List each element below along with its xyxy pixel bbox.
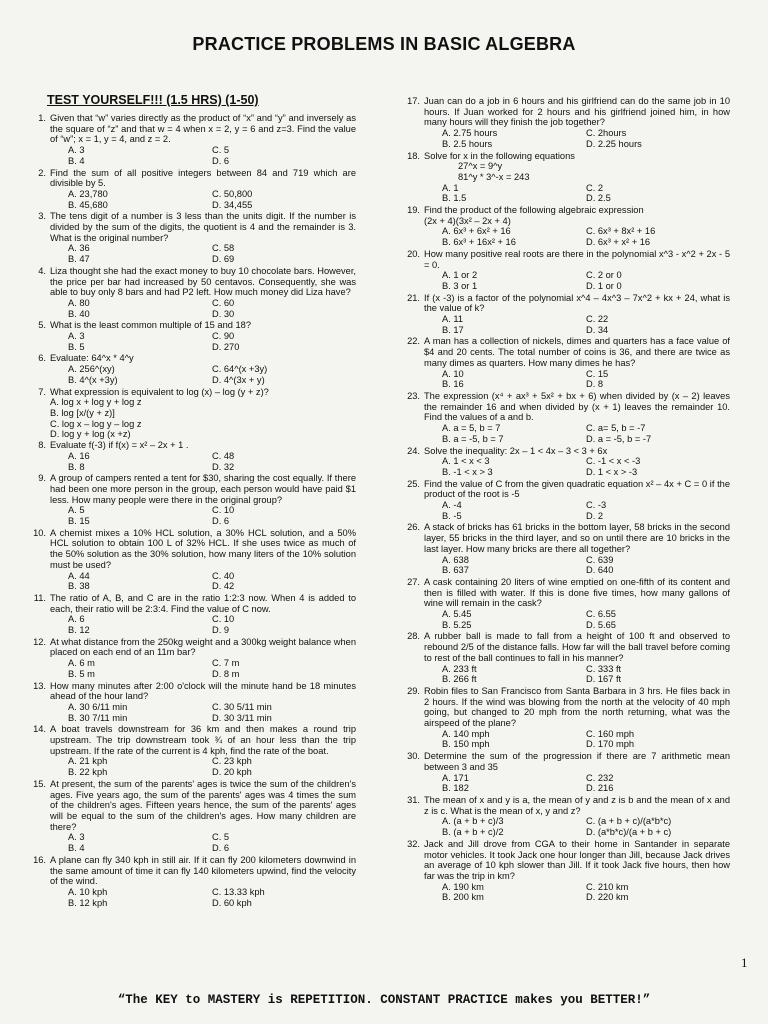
question-text — [50, 779, 356, 833]
question-number: 9. — [38, 473, 46, 484]
question-text — [424, 839, 730, 882]
question-item — [394, 631, 730, 685]
question-text — [424, 151, 730, 162]
question-text — [424, 336, 730, 368]
answer-option: B. 150 mph — [442, 739, 490, 750]
question-item — [394, 686, 730, 750]
question-line: A cask containing 20 liters of wine emptied on one-fifth of its content and then is filled with water. If this is done five times, how many gallons of wine will remain in the cask? — [424, 576, 730, 609]
question-text — [50, 473, 356, 505]
question-item — [394, 479, 730, 522]
question-line: A. log x + log y + log z — [50, 397, 142, 408]
answer-option: C. 210 km — [586, 881, 629, 892]
answer-option: C. a= 5, b = -7 — [586, 423, 646, 434]
answer-option: B. -1 < x > 3 — [442, 466, 493, 477]
answer-option: D. 6 — [212, 516, 230, 527]
answer-option: D. 42 — [212, 581, 235, 592]
question-text — [424, 391, 730, 423]
right-column — [394, 96, 730, 904]
question-number: 22. — [407, 336, 420, 347]
question-text — [50, 211, 356, 243]
answer-option: C. 333 ft — [586, 663, 622, 674]
answer-option: D. 2.25 hours — [586, 138, 642, 149]
answer-option: C. 639 — [586, 554, 614, 565]
question-line: What is the least common multiple of 15 and 18? — [50, 320, 252, 331]
answer-option: C. 22 — [586, 314, 609, 325]
question-item — [20, 211, 356, 265]
answer-option: B. 1.5 — [442, 193, 467, 204]
question-line: Robin files to San Francisco from Santa Barbara in 3 hrs. He files back in 2 hours. If the wind was blowing from the north at the velocity of 40 mph going, but changed to 20 mph from the north returning, what was the airspeed of the plane? — [424, 685, 730, 729]
question-number: 1. — [38, 113, 46, 123]
question-line: The tens digit of a number is 3 less than the units digit. If the number is divided by the sum of the digits, the quotient is 4 and the remainder is 3. What is the original number? — [50, 211, 356, 243]
answer-option: A. 6x³ + 6x² + 16 — [442, 226, 511, 237]
answer-options — [20, 451, 356, 472]
question-number: 13. — [33, 680, 46, 691]
answer-option: C. 48 — [212, 450, 235, 461]
answer-option: A. (a + b + c)/3 — [442, 816, 504, 827]
question-line: Determine the sum of the progression if there are 7 arithmetic mean between 3 and 35 — [424, 751, 730, 772]
question-item — [394, 839, 730, 903]
question-line: At present, the sum of the parents' ages is twice the sum of the children's ages. Five years ago, the sum of the parents' ages was 4 times the sum of the children's ages. Fifteen years hence, the sum of the parents' ages will be equal to the sum of the children's ages. How many children are there? — [50, 778, 356, 832]
question-list-left — [20, 113, 356, 908]
page-number: 1 — [741, 955, 748, 970]
answer-option: A. 1 or 2 — [442, 270, 478, 281]
question-line: Find the product of the following algebraic expression — [424, 205, 644, 216]
answer-option: A. 256^(xy) — [68, 364, 115, 375]
question-line: Solve the inequality: 2x – 1 < 4x – 3 < 3 + 6x — [424, 445, 608, 456]
question-item — [20, 593, 356, 636]
equation-line: 27^x = 9^y — [458, 161, 503, 172]
question-item — [20, 473, 356, 527]
answer-option: C. 6x³ + 8x² + 16 — [586, 226, 656, 237]
answer-option: B. 15 — [68, 516, 90, 527]
question-number: 31. — [407, 795, 420, 805]
answer-options — [394, 423, 730, 444]
answer-option: D. 32 — [212, 461, 235, 472]
answer-option: D. 60 kph — [212, 897, 252, 908]
answer-options — [394, 882, 730, 903]
answer-options — [394, 773, 730, 794]
question-item — [20, 681, 356, 724]
question-line: A man has a collection of nickels, dimes and quarters has a face value of $4 and 20 cents. The total number of coins is 36, and there are twice as many dimes as quarters. How many dimes he has? — [424, 336, 730, 368]
question-item — [20, 724, 356, 778]
answer-option: C. 7 m — [212, 658, 240, 669]
question-line: A group of campers rented a tent for $30, sharing the cost equally. If there had been one more person in the group, each person would have paid $1 less. How many people were there in the original group? — [50, 473, 356, 505]
question-text — [50, 387, 356, 441]
answer-option: A. a = 5, b = 7 — [442, 423, 501, 434]
question-text — [424, 249, 730, 270]
answer-option: D. 30 3/11 min — [212, 712, 272, 723]
answer-options — [20, 189, 356, 210]
answer-options — [20, 243, 356, 264]
answer-option: A. 10 — [442, 368, 464, 379]
question-number: 10. — [33, 527, 46, 538]
question-text — [424, 96, 730, 128]
question-line: The expression (x⁴ + ax³ + 5x² + bx + 6) when divided by (x – 2) leaves the remainder 16 and when divided by (x + 1) leaves the remainder 10. Find the values of a and b. — [424, 390, 730, 423]
question-text — [50, 266, 356, 298]
question-text — [424, 577, 730, 609]
question-item — [394, 96, 730, 150]
answer-option: D. 270 — [212, 341, 240, 352]
question-text — [50, 637, 356, 658]
answer-option: A. 1 < x < 3 — [442, 456, 490, 467]
answer-options — [20, 614, 356, 635]
question-text — [424, 686, 730, 729]
question-item — [20, 168, 356, 211]
question-number: 28. — [407, 631, 420, 642]
answer-option: A. -4 — [442, 500, 462, 511]
question-item — [394, 249, 730, 292]
answer-option: C. 40 — [212, 570, 235, 581]
answer-option: D. a = -5, b = -7 — [586, 433, 652, 444]
answer-option: A. 16 — [68, 450, 90, 461]
answer-option: D. 2.5 — [586, 193, 611, 204]
question-list-right — [394, 96, 730, 903]
question-line: The mean of x and y is a, the mean of y and z is b and the mean of x and z is c. What is the mean of x, y and z? — [424, 795, 730, 816]
question-text — [424, 522, 730, 554]
answer-option: D. 1 < x > -3 — [586, 466, 638, 477]
answer-options — [394, 500, 730, 521]
answer-option: B. 5 m — [68, 668, 95, 679]
question-text — [50, 168, 356, 189]
question-line: Juan can do a job in 6 hours and his girlfriend can do the same job in 10 hours. If Juan worked for 2 hours and his girlfriend joined him, in how many hours will they finish the job together? — [424, 96, 730, 128]
answer-option: C. 2hours — [586, 128, 627, 139]
question-item — [20, 855, 356, 909]
answer-option: D. (a*b*c)/(a + b + c) — [586, 827, 672, 838]
answer-options — [20, 887, 356, 908]
answer-option: A. 3 — [68, 331, 85, 342]
question-text — [424, 795, 730, 816]
question-number: 29. — [407, 685, 420, 696]
question-item — [394, 751, 730, 794]
answer-options — [394, 369, 730, 390]
answer-options — [20, 364, 356, 385]
answer-option: A. 2.75 hours — [442, 128, 498, 139]
answer-option: A. 3 — [68, 145, 85, 156]
answer-option: A. 5.45 — [442, 609, 472, 620]
answer-option: C. 64^(x +3y) — [212, 364, 268, 375]
question-line: How many minutes after 2:00 o'clock will the minute hand be 18 minutes ahead of the hour land? — [50, 680, 356, 702]
answer-option: D. 69 — [212, 254, 235, 265]
answer-option: C. (a + b + c)/(a*b*c) — [586, 816, 672, 827]
answer-option: A. 6 — [68, 614, 85, 625]
question-number: 2. — [38, 167, 46, 178]
answer-option: B. 40 — [68, 308, 90, 319]
answer-option: B. 4 — [68, 155, 85, 166]
answer-option: B. 2.5 hours — [442, 138, 493, 149]
question-text — [50, 724, 356, 756]
answer-option: C. 15 — [586, 368, 609, 379]
question-line: Solve for x in the following equations — [424, 150, 575, 161]
answer-option: B. 5 — [68, 341, 85, 352]
question-item — [20, 387, 356, 441]
answer-option: D. 30 — [212, 308, 235, 319]
answer-option: D. 6 — [212, 155, 230, 166]
answer-option: C. -1 < x < -3 — [586, 456, 641, 467]
answer-options — [20, 702, 356, 723]
question-number: 8. — [38, 440, 46, 451]
answer-option: B. 16 — [442, 379, 464, 390]
answer-option: A. 3 — [68, 832, 85, 843]
question-line: Jack and Jill drove from CGA to their home in Santander in separate motor vehicles. It took Jack one hour longer than Jill, because Jack drives an average of 10 kph slower than Jill. If it took Jack five hours, then how far was the trip in km? — [424, 838, 730, 881]
answer-option: C. 58 — [212, 243, 235, 254]
answer-options — [20, 298, 356, 319]
question-item — [394, 151, 730, 205]
answer-option: B. 12 kph — [68, 897, 108, 908]
answer-options — [394, 729, 730, 750]
question-item — [20, 353, 356, 385]
answer-option: B. 637 — [442, 565, 469, 576]
answer-option: B. 266 ft — [442, 674, 477, 685]
answer-option: D. 170 mph — [586, 739, 635, 750]
question-item — [394, 293, 730, 336]
question-item — [394, 795, 730, 838]
question-number: 24. — [407, 445, 420, 456]
answer-option: C. 232 — [586, 772, 614, 783]
question-number: 4. — [38, 265, 46, 276]
question-number: 17. — [407, 96, 420, 106]
question-line: Evaluate: 64^x * 4^y — [50, 353, 134, 364]
question-text — [50, 113, 356, 145]
answer-option: A. 44 — [68, 570, 90, 581]
answer-options — [20, 505, 356, 526]
question-item — [394, 336, 730, 390]
answer-option: B. 182 — [442, 783, 469, 794]
answer-option: D. 8 m — [212, 668, 240, 679]
question-text — [50, 320, 356, 331]
question-text — [50, 528, 356, 571]
answer-option: A. 638 — [442, 554, 469, 565]
answer-option: C. 60 — [212, 297, 235, 308]
question-number: 11. — [33, 592, 46, 603]
answer-option: A. 6 m — [68, 658, 95, 669]
answer-option: B. 22 kph — [68, 767, 108, 778]
question-number: 23. — [407, 390, 420, 401]
question-text — [50, 593, 356, 614]
answer-option: C. 160 mph — [586, 728, 635, 739]
question-number: 7. — [38, 386, 46, 397]
question-text — [424, 446, 730, 457]
question-number: 3. — [38, 211, 46, 222]
question-item — [20, 320, 356, 352]
question-item — [20, 266, 356, 320]
question-number: 14. — [33, 724, 46, 735]
answer-option: B. 3 or 1 — [442, 280, 478, 291]
question-text — [424, 479, 730, 500]
answer-option: C. 5 — [212, 145, 230, 156]
answer-option: B. 45,680 — [68, 199, 108, 210]
question-line: D. log y + log (x +z) — [50, 429, 131, 440]
answer-option: C. 90 — [212, 331, 235, 342]
answer-options — [20, 658, 356, 679]
answer-options — [20, 832, 356, 853]
answer-option: A. 30 6/11 min — [68, 701, 128, 712]
question-line: A rubber ball is made to fall from a height of 100 ft and observed to rebound 2/5 of the distance falls. How far will the ball travel before coming to rest of the ball continues to fall in his manner? — [424, 631, 730, 663]
question-text — [424, 631, 730, 663]
answer-option: A. 36 — [68, 243, 90, 254]
question-item — [394, 446, 730, 478]
answer-option: B. 12 — [68, 625, 90, 636]
question-text — [50, 353, 356, 364]
question-item — [394, 577, 730, 631]
answer-options — [20, 571, 356, 592]
answer-options — [20, 756, 356, 777]
question-number: 15. — [33, 778, 46, 789]
question-text — [424, 751, 730, 772]
answer-option: C. 6.55 — [586, 609, 616, 620]
answer-option: C. 10 — [212, 505, 235, 516]
question-line: A plane can fly 340 kph in still air. If it can fly 200 kilometers downwind in the same amount of time it can fly 140 kilometers upwind, find the velocity of the wind. — [50, 854, 356, 887]
question-line: Evaluate f(-3) if f(x) = x² – 2x + 1 . — [50, 440, 189, 451]
question-number: 18. — [407, 150, 420, 161]
answer-option: D. 9 — [212, 625, 230, 636]
question-number: 6. — [38, 353, 46, 364]
question-number: 27. — [407, 576, 420, 587]
answer-option: C. 5 — [212, 832, 230, 843]
answer-options — [394, 609, 730, 630]
question-line: The ratio of A, B, and C are in the ratio 1:2:3 now. When 4 is added to each, their ratio will be 2:3:4. Find the value of C now. — [50, 592, 356, 614]
question-item — [20, 440, 356, 472]
question-line: A stack of bricks has 61 bricks in the bottom layer, 58 bricks in the second layer, 55 bricks in the third layer, and so on until there are 10 bricks in the last layer. How many bricks are there all together? — [424, 522, 730, 554]
question-line: A boat travels downstream for 36 km and then makes a round trip upstream. The trip downstream took ¾ of an hour less than the trip upstream. If the rate of the current is 4 kph, find the rate of the boat. — [50, 724, 356, 756]
answer-options — [394, 456, 730, 477]
answer-option: B. 8 — [68, 461, 85, 472]
question-line: (2x + 4)(3x² – 2x + 4) — [424, 215, 511, 226]
question-text — [424, 293, 730, 314]
question-item — [394, 391, 730, 445]
answer-options — [394, 555, 730, 576]
question-text — [50, 855, 356, 887]
question-line: If (x -3) is a factor of the polynomial x^4 – 4x^3 – 7x^2 + kx + 24, what is the value of k? — [424, 292, 730, 314]
answer-option: D. 6x³ + x² + 16 — [586, 237, 651, 248]
question-item — [394, 522, 730, 576]
answer-option: B. 6x³ + 16x² + 16 — [442, 237, 516, 248]
answer-option: D. 1 or 0 — [586, 280, 622, 291]
left-column — [20, 93, 356, 909]
footer-quote: “The KEY to MASTERY is REPETITION. CONSTANT PRACTICE makes you BETTER!” — [117, 993, 651, 1007]
question-text — [50, 681, 356, 702]
page-title: PRACTICE PROBLEMS IN BASIC ALGEBRA — [192, 34, 576, 54]
answer-option: D. 216 — [586, 783, 614, 794]
question-item — [20, 637, 356, 680]
answer-option: B. 17 — [442, 324, 464, 335]
answer-option: D. 640 — [586, 565, 614, 576]
question-line: Find the value of C from the given quadratic equation x² – 4x + C = 0 if the product of the root is -5 — [424, 478, 730, 500]
answer-options — [20, 331, 356, 352]
answer-option: B. 47 — [68, 254, 90, 265]
answer-option: A. 10 kph — [68, 886, 108, 897]
question-number: 30. — [407, 751, 420, 762]
answer-option: B. 30 7/11 min — [68, 712, 128, 723]
answer-option: D. 2 — [586, 510, 604, 521]
answer-option: C. -3 — [586, 500, 607, 511]
answer-option: B. a = -5, b = 7 — [442, 433, 504, 444]
question-number: 20. — [407, 248, 420, 259]
question-line: Given that “w” varies directly as the product of “x” and “y” and inversely as the square of “z” and that w = 4 when x = 2, y = 6 and z=3. Find the value of “w”; x = 1, y = 4, and z = 2. — [50, 113, 356, 145]
answer-option: B. -5 — [442, 510, 462, 521]
question-line: A chemist mixes a 10% HCL solution, a 30% HCL solution, and a 50% HCL solution to obtain 100 L of 32% HCL. If she uses twice as much of the 50% solution as the 30% solution, how many liters of the 10% solution must be used? — [50, 527, 356, 570]
answer-option: A. 1 — [442, 182, 459, 193]
answer-option: C. 2 or 0 — [586, 270, 622, 281]
answer-option: A. 140 mph — [442, 728, 490, 739]
question-line: Find the sum of all positive integers between 84 and 719 which are divisible by 5. — [50, 167, 356, 189]
answer-option: A. 171 — [442, 772, 469, 783]
answer-option: C. 13.33 kph — [212, 886, 265, 897]
answer-option: A. 11 — [442, 314, 464, 325]
answer-option: B. 200 km — [442, 892, 484, 903]
answer-options — [394, 128, 730, 149]
question-line: How many positive real roots are there in the polynomial x^3 - x^2 + 2x - 5 = 0. — [424, 248, 730, 270]
question-line: At what distance from the 250kg weight and a 300kg weight balance when placed on each end of an 11m bar? — [50, 636, 356, 658]
answer-option: C. 10 — [212, 614, 235, 625]
answer-option: A. 5 — [68, 505, 85, 516]
question-number: 19. — [407, 205, 420, 216]
section-heading: TEST YOURSELF!!! (1.5 HRS) (1-50) — [47, 93, 259, 107]
answer-option: A. 21 kph — [68, 756, 108, 767]
answer-options — [394, 664, 730, 685]
question-number: 32. — [407, 838, 420, 849]
answer-option: C. 50,800 — [212, 188, 253, 199]
answer-option: D. 20 kph — [212, 767, 252, 778]
answer-option: D. 34 — [586, 324, 609, 335]
answer-option: B. 4 — [68, 843, 85, 854]
answer-options — [20, 145, 356, 166]
question-line: C. log x – log y – log z — [50, 418, 142, 429]
question-text — [50, 440, 356, 451]
answer-option: A. 23,780 — [68, 188, 108, 199]
answer-option: B. 4^(x +3y) — [68, 374, 118, 385]
question-number: 5. — [38, 320, 46, 331]
question-item — [20, 528, 356, 592]
question-line: Liza thought she had the exact money to buy 10 chocolate bars. However, the price per bar had increased by 50 centavos. Consequently, she was able to buy only 8 bars and had P2 left. How much money did Liza have? — [50, 265, 356, 298]
question-item — [20, 113, 356, 167]
answer-option: A. 190 km — [442, 881, 484, 892]
answer-option: B. (a + b + c)/2 — [442, 827, 504, 838]
answer-option: B. 5.25 — [442, 619, 472, 630]
answer-option: C. 2 — [586, 182, 604, 193]
answer-option: A. 80 — [68, 297, 90, 308]
answer-option: B. 38 — [68, 581, 90, 592]
answer-options — [394, 314, 730, 335]
answer-option: D. 167 ft — [586, 674, 622, 685]
question-number: 21. — [407, 292, 420, 303]
question-number: 12. — [33, 636, 46, 647]
answer-option: D. 6 — [212, 843, 230, 854]
question-text — [424, 205, 730, 226]
answer-option: D. 4^(3x + y) — [212, 374, 265, 385]
question-item — [394, 205, 730, 248]
answer-option: A. 233 ft — [442, 663, 477, 674]
answer-option: D. 8 — [586, 379, 604, 390]
question-item — [20, 779, 356, 854]
question-line: What expression is equivalent to log (x) – log (y + z)? — [50, 386, 269, 397]
answer-option: D. 34,455 — [212, 199, 253, 210]
answer-option: D. 5.65 — [586, 619, 616, 630]
answer-option: D. 220 km — [586, 892, 629, 903]
question-number: 25. — [407, 478, 420, 489]
answer-option: C. 23 kph — [212, 756, 252, 767]
question-number: 16. — [33, 854, 46, 865]
answer-options — [394, 816, 730, 837]
equation-line: 81^y * 3^-x = 243 — [458, 171, 530, 182]
answer-options — [394, 183, 730, 204]
answer-option: C. 30 5/11 min — [212, 701, 272, 712]
answer-options — [394, 270, 730, 291]
question-number: 26. — [407, 522, 420, 533]
question-line: B. log [x/(y + z)] — [50, 407, 115, 418]
answer-options — [394, 226, 730, 247]
